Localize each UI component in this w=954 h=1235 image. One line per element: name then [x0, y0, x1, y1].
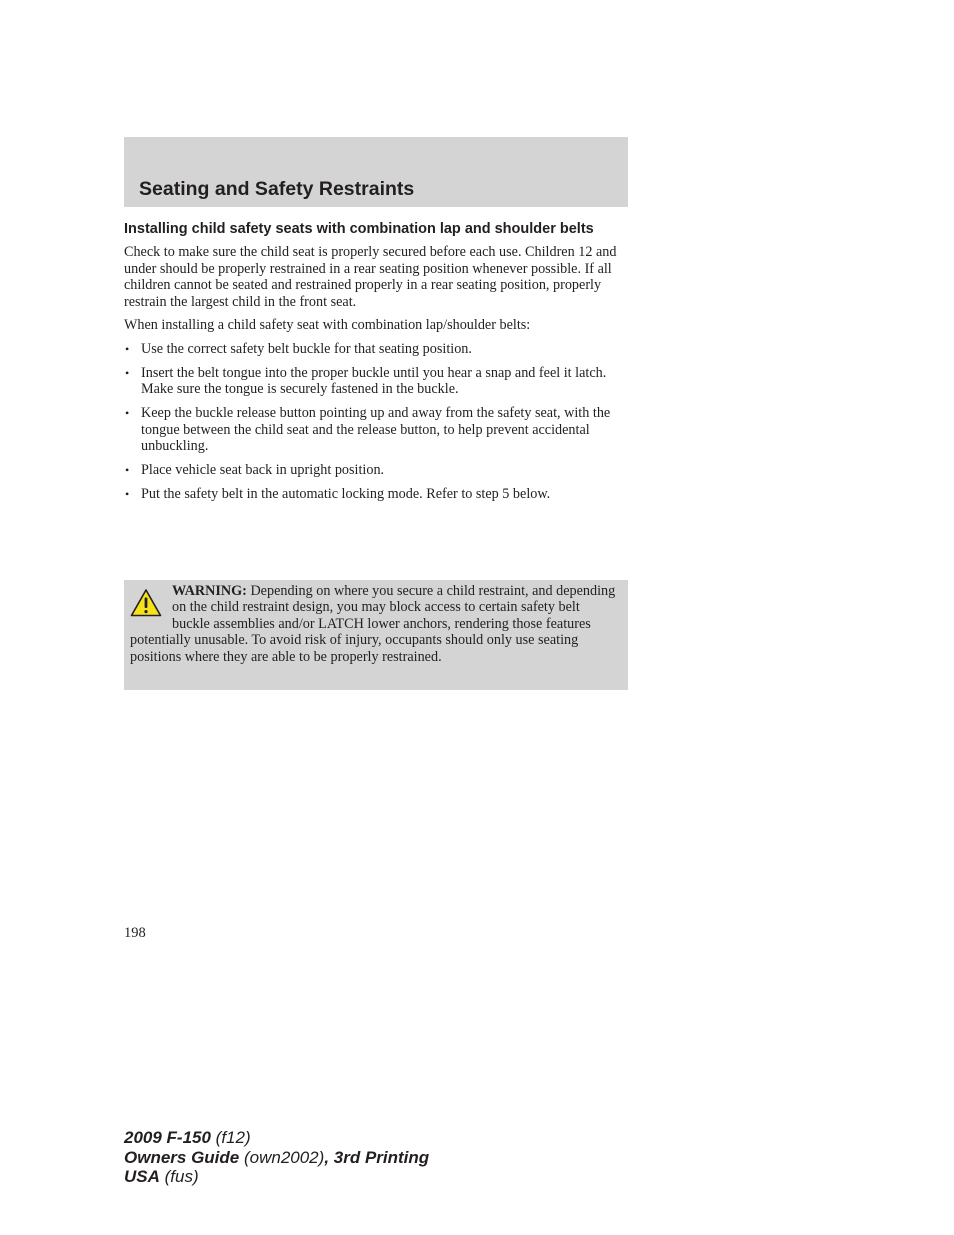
bullet-icon: • [125, 341, 130, 356]
section-header [124, 137, 628, 207]
bullet-list [124, 341, 628, 503]
footer-model: 2009 F-150 [124, 1128, 211, 1147]
list-item-text: Place vehicle seat back in upright position. [141, 462, 385, 478]
bullet-icon: • [125, 365, 130, 380]
footer-guide-code: (own2002) [239, 1147, 325, 1167]
footer-separator: , [324, 1147, 334, 1167]
warning-label: WARNING: [172, 583, 247, 599]
warning-box [124, 580, 628, 690]
warning-triangle-icon [130, 588, 162, 618]
subheading: Installing child safety seats with combination lap and shoulder belts [124, 221, 594, 237]
list-item [124, 341, 628, 358]
footer [124, 1128, 429, 1187]
bullet-icon: • [125, 406, 130, 420]
paragraph-intro: Check to make sure the child seat is properly secured before each use. Children 12 and under should be properly restrained in a rear seating position whenever possible. If all children cannot be seated and restrained properly in a rear seating position, properly restrain the largest child in the front seat. [124, 244, 617, 310]
list-item-text: Use the correct safety belt buckle for that seating position. [141, 340, 472, 357]
section-title: Seating and Safety Restraints [139, 178, 415, 200]
warning-text: Depending on where you secure a child restraint, and depending on the child restraint design, you may block access to certain safety belt buckle assemblies and/or LATCH lower anchors, rendering those features potentially unusable. To avoid risk of injury, occupants should only use seating positions where they are able to be properly restrained. [130, 583, 616, 665]
paragraph-lead-in: When installing a child safety seat with combination lap/shoulder belts: [124, 317, 531, 333]
list-item [124, 486, 628, 503]
list-item-text: Put the safety belt in the automatic locking mode. Refer to step 5 below. [141, 486, 551, 502]
list-item [124, 405, 628, 455]
footer-line-guide [124, 1148, 429, 1168]
main-content [124, 221, 628, 510]
footer-line-model [124, 1128, 429, 1148]
footer-guide: Owners Guide [124, 1147, 240, 1167]
footer-line-market [124, 1167, 429, 1187]
footer-market-code: (fus) [159, 1167, 199, 1186]
page-number: 198 [124, 925, 146, 941]
footer-market: USA [124, 1167, 160, 1186]
bullet-icon: • [125, 463, 130, 477]
list-item-text: Insert the belt tongue into the proper buckle until you hear a snap and feel it latch. Make sure the tongue is securely fastened in the buckle. [141, 364, 607, 397]
list-item-text: Keep the buckle release button pointing up and away from the safety seat, with the tongue between the child seat and the release button, to help prevent accidental unbuckling. [141, 405, 611, 454]
footer-edition: 3rd Printing [333, 1147, 430, 1167]
list-item [124, 462, 628, 479]
list-item [124, 365, 628, 398]
bullet-icon: • [125, 487, 130, 501]
footer-model-code: (f12) [210, 1128, 251, 1147]
